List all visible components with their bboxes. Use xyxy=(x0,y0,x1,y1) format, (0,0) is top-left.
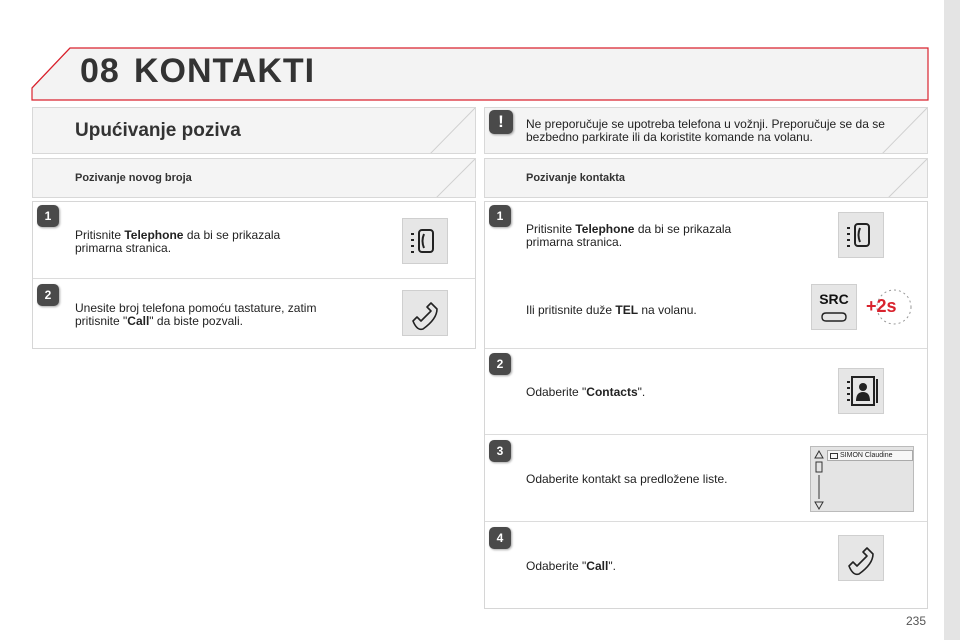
step-badge-2: 2 xyxy=(37,284,59,306)
handset-icon xyxy=(838,535,884,581)
step-divider xyxy=(485,348,927,349)
step-text: Unesite broj telefona pomoću tastature, zatim pritisnite "Call" da biste pozvali. xyxy=(75,301,317,328)
step-text: Pritisnite Telephone da bi se prikazala primarna stranica. xyxy=(526,222,732,249)
warning-text: Ne preporučuje se upotreba telefona u vožnji. Preporučuje se da se bezbedno parkirate ili da koristite komande na volanu. xyxy=(526,117,885,144)
contact-list-item[interactable] xyxy=(827,450,913,461)
step-text: Pritisnite Telephone da bi se prikazala primarna stranica. xyxy=(75,228,281,255)
src-button-icon xyxy=(811,284,857,330)
step-text: Odaberite kontakt sa predložene liste. xyxy=(526,472,728,486)
contact-list-screen xyxy=(810,446,914,512)
step-badge-3: 3 xyxy=(489,440,511,462)
subsection-title: Pozivanje kontakta xyxy=(526,172,626,184)
step-text: Odaberite "Call". xyxy=(526,559,616,573)
contacts-icon xyxy=(838,368,884,414)
section-title: Upućivanje poziva xyxy=(75,120,241,141)
step-divider xyxy=(485,521,927,522)
step-badge-1: 1 xyxy=(489,205,511,227)
step-text: Ili pritisnite duže TEL na volanu. xyxy=(526,303,697,317)
src-label: SRC xyxy=(819,291,849,307)
hold-label: +2s xyxy=(866,296,897,316)
step-divider xyxy=(33,278,475,279)
hold-duration-icon xyxy=(864,287,912,327)
chapter-title: KONTAKTI xyxy=(134,52,316,90)
page-number: 235 xyxy=(906,614,927,628)
warning-icon: ! xyxy=(489,110,513,134)
step-text: Odaberite "Contacts". xyxy=(526,385,646,399)
chapter-number: 08 xyxy=(80,52,120,90)
step-divider xyxy=(485,434,927,435)
step-badge-2: 2 xyxy=(489,353,511,375)
telephone-menu-icon xyxy=(838,212,884,258)
telephone-menu-icon xyxy=(402,218,448,264)
step-badge-4: 4 xyxy=(489,527,511,549)
subsection-title: Pozivanje novog broja xyxy=(75,172,192,184)
contact-name: SIMON Claudine xyxy=(840,452,893,459)
handset-icon xyxy=(402,290,448,336)
step-badge-1: 1 xyxy=(37,205,59,227)
